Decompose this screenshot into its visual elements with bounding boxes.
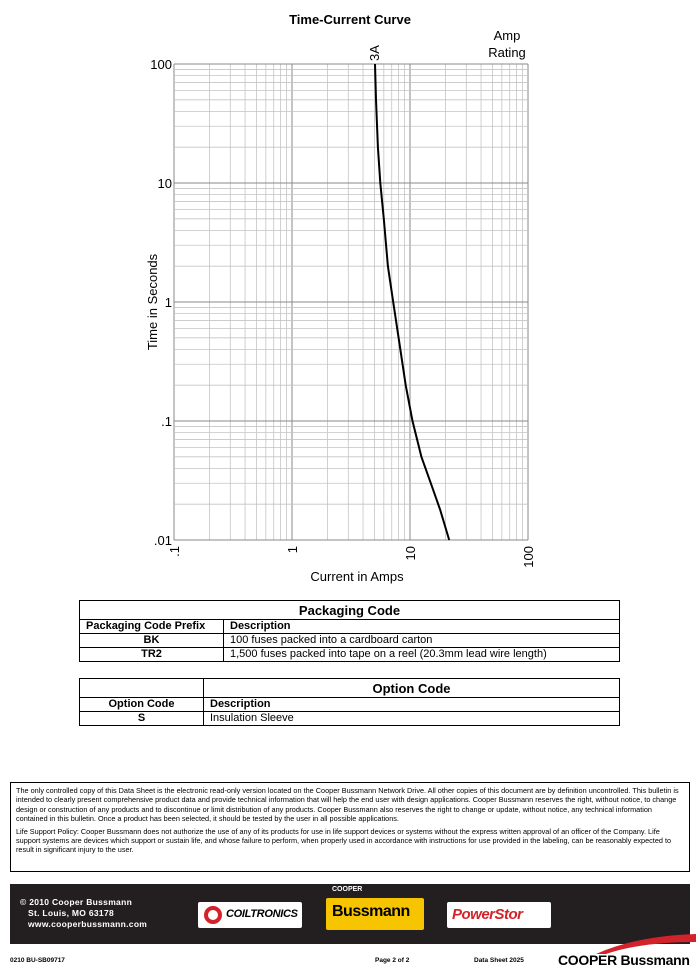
- company-address: [20, 897, 147, 930]
- legend-title-line2: Rating: [488, 45, 526, 60]
- chart-grid: [174, 64, 528, 540]
- page-number: Page 2 of 2: [375, 957, 410, 964]
- cooper-bussmann-brand: COOPER Bussmann: [558, 952, 690, 968]
- x-tick-label: 10: [403, 546, 418, 561]
- option-col-description: Description: [204, 698, 620, 712]
- packaging-code: BK: [80, 634, 224, 648]
- legend-title-line1: Amp: [493, 28, 521, 43]
- coiltronics-logo-text: COILTRONICS: [226, 908, 298, 920]
- table-row: [80, 648, 620, 662]
- bussmann-logo: [326, 886, 424, 930]
- x-tick-label: 1: [285, 546, 300, 554]
- option-col-code: Option Code: [80, 698, 204, 712]
- brand-swoosh-icon: [596, 934, 696, 954]
- copyright: © 2010 Cooper Bussmann: [20, 897, 133, 907]
- powerstor-logo: [447, 902, 551, 928]
- curve-layer: [367, 45, 449, 540]
- powerstor-logo-text: PowerStor: [452, 906, 523, 923]
- data-sheet-number: Data Sheet 2025: [474, 957, 524, 964]
- packaging-code-table: [79, 600, 620, 662]
- option-table-title: Option Code: [204, 679, 620, 698]
- bussmann-logo-cooper: COOPER: [332, 886, 363, 893]
- option-code: S: [80, 712, 204, 726]
- y-tick-label: 10: [157, 176, 172, 191]
- city: St. Louis, MO 63178: [28, 908, 115, 918]
- x-tick-label: .1: [167, 546, 182, 557]
- coiltronics-logo: [198, 902, 302, 928]
- series-label: 3A: [366, 45, 382, 61]
- y-tick-label: .01: [153, 533, 172, 548]
- y-tick-label: 1: [164, 295, 172, 310]
- x-axis-label: Current in Amps: [310, 569, 404, 584]
- packaging-col-description: Description: [224, 620, 620, 634]
- packaging-code: TR2: [80, 648, 224, 662]
- table-row: [80, 634, 620, 648]
- option-title-spacer: [80, 679, 204, 698]
- x-tick-label: 100: [521, 546, 536, 568]
- option-description: Insulation Sleeve: [204, 712, 620, 726]
- chart-title: Time-Current Curve: [289, 12, 411, 27]
- y-axis-label: Time in Seconds: [145, 253, 160, 351]
- disclaimer-box: [10, 782, 690, 872]
- table-row: [80, 712, 620, 726]
- footer-bar: [10, 884, 690, 944]
- option-code-table: [79, 678, 620, 726]
- coiltronics-ring-icon: [204, 906, 222, 924]
- y-tick-label: 100: [150, 57, 172, 72]
- packaging-description: 1,500 fuses packed into tape on a reel (20.3mm lead wire length): [224, 648, 620, 662]
- website-link[interactable]: www.cooperbussmann.com: [28, 919, 148, 929]
- packaging-col-prefix: Packaging Code Prefix: [80, 620, 224, 634]
- tick-layer: [150, 57, 536, 568]
- packaging-description: 100 fuses packed into a cardboard carton: [224, 634, 620, 648]
- document-code: 0210 BU-SB09717: [10, 957, 65, 964]
- disclaimer-text: The only controlled copy of this Data Sheet is the electronic read-only version located on the Cooper Bussmann Network Drive. All other copies of this document are by definition uncontrolled. This bulletin is intended to clearly present comprehensive product data and provide technical information that will help the end user with design applications. Cooper Bussmann reserves the right, without notice, to change design or construction of any products and to discontinue or limit distribution of any products. Cooper Bussmann also reserves the right to change or update, without notice, any technical information contained in this bulletin. Once a product has been selected, it should be tested by the user in all possible applications.: [16, 786, 679, 824]
- bussmann-logo-text: Bussmann: [332, 903, 410, 920]
- packaging-table-title: Packaging Code: [80, 601, 620, 620]
- y-tick-label: .1: [161, 414, 172, 429]
- life-support-policy: Life Support Policy: Cooper Bussmann does not authorize the use of any of its products for use in life support devices or systems without the express written approval of an officer of the Company. Life support systems are devices which support or sustain life, and whose failure to perform, when properly used in accordance with instructions for use provided in the labeling, can be reasonably expected to result in significant injury to the user.: [16, 826, 672, 855]
